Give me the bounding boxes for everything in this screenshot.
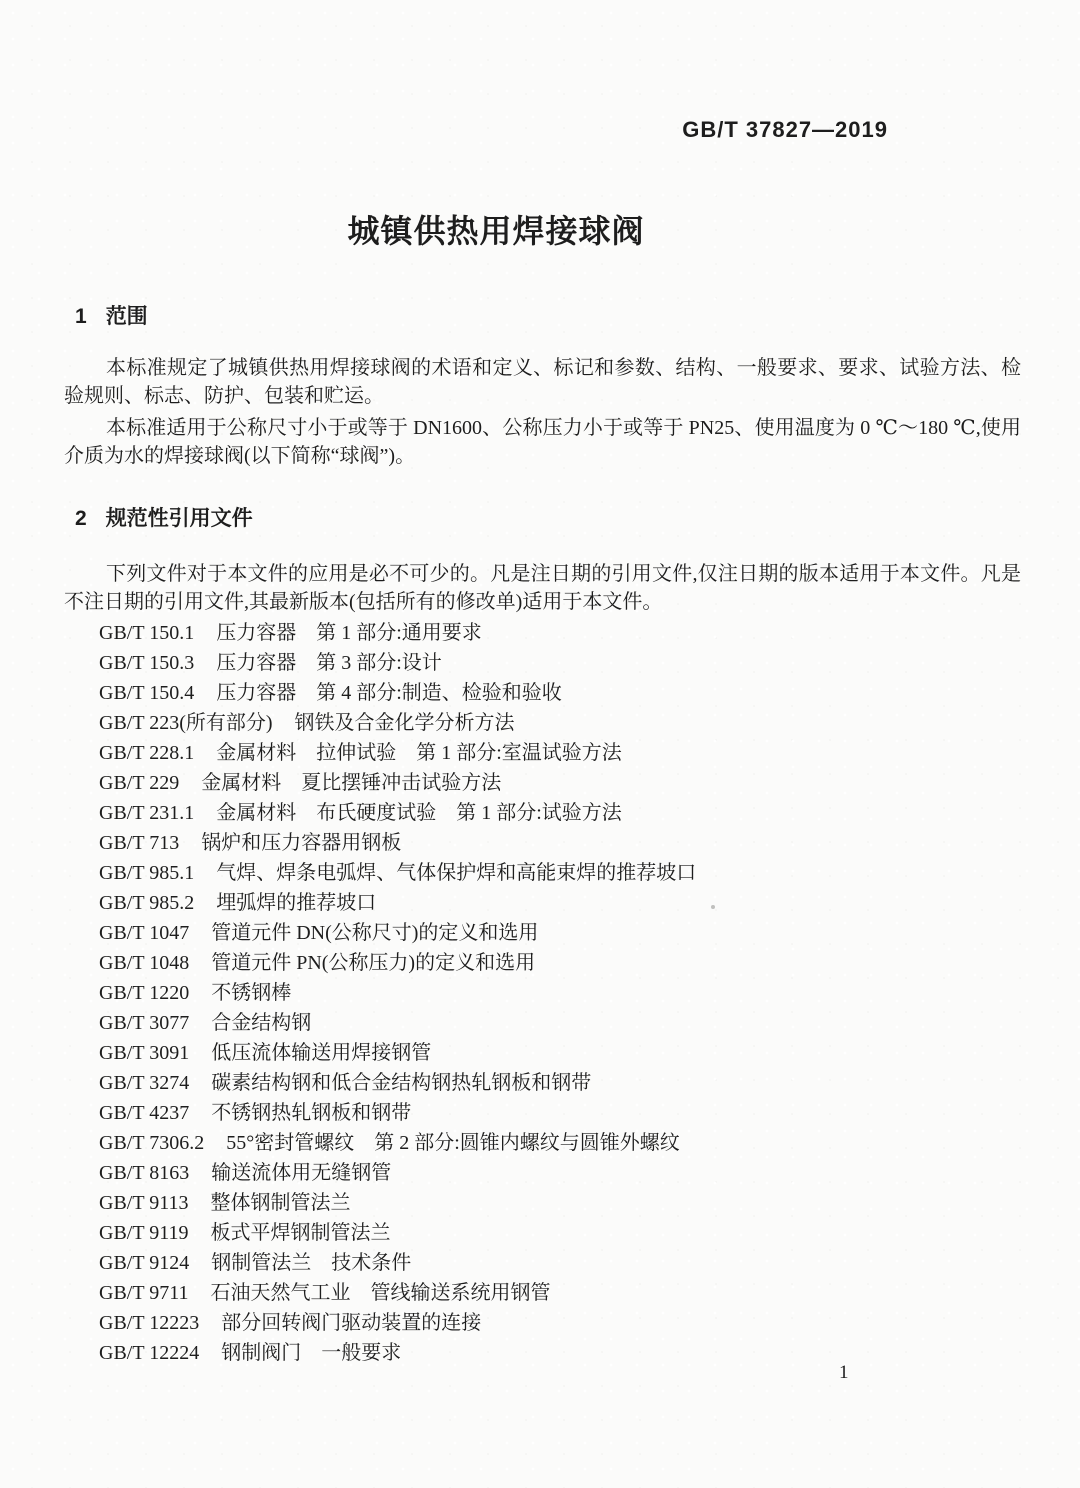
reference-title: 石油天然气工业 管线输送系统用钢管 [210, 1282, 551, 1304]
section-1-title: 范围 [105, 305, 148, 328]
reference-item [99, 918, 696, 948]
reference-item [99, 648, 696, 678]
reference-item [99, 858, 696, 888]
reference-code: GB/T 713 [99, 832, 180, 854]
reference-code: GB/T 9113 [99, 1192, 189, 1214]
reference-code: GB/T 12223 [99, 1312, 200, 1334]
reference-code: GB/T 985.2 [99, 892, 195, 914]
reference-code: GB/T 985.1 [99, 862, 195, 884]
reference-item [99, 828, 696, 858]
reference-code: GB/T 3077 [99, 1012, 190, 1034]
reference-code: GB/T 9124 [99, 1252, 190, 1274]
reference-title: 锅炉和压力容器用钢板 [201, 832, 402, 854]
reference-item [99, 1338, 696, 1368]
reference-title: 金属材料 夏比摆锤冲击试验方法 [201, 772, 502, 794]
reference-item [99, 1068, 696, 1098]
reference-item [99, 738, 696, 768]
reference-item [99, 978, 696, 1008]
reference-title: 碳素结构钢和低合金结构钢热轧钢板和钢带 [211, 1072, 592, 1094]
reference-code: GB/T 8163 [99, 1162, 190, 1184]
reference-title: 钢制管法兰 技术条件 [211, 1252, 412, 1274]
reference-item [99, 1008, 696, 1038]
reference-item [99, 1188, 696, 1218]
reference-item [99, 1128, 696, 1158]
reference-title: 压力容器 第 1 部分:通用要求 [216, 622, 482, 644]
reference-code: GB/T 9711 [99, 1282, 189, 1304]
reference-code: GB/T 7306.2 [99, 1132, 205, 1154]
normative-references-list [99, 618, 696, 1368]
reference-title: 钢铁及合金化学分析方法 [294, 712, 515, 734]
reference-code: GB/T 1220 [99, 982, 190, 1004]
reference-title: 气焊、焊条电弧焊、气体保护焊和高能束焊的推荐坡口 [216, 862, 697, 884]
reference-code: GB/T 150.4 [99, 682, 195, 704]
reference-item [99, 708, 696, 738]
reference-item [99, 798, 696, 828]
reference-title: 板式平焊钢制管法兰 [210, 1222, 391, 1244]
reference-item [99, 1248, 696, 1278]
reference-title: 压力容器 第 3 部分:设计 [216, 652, 442, 674]
reference-title: 低压流体输送用焊接钢管 [211, 1042, 432, 1064]
section-1-heading [75, 300, 148, 330]
reference-title: 不锈钢热轧钢板和钢带 [211, 1102, 412, 1124]
reference-code: GB/T 150.3 [99, 652, 195, 674]
reference-item [99, 948, 696, 978]
reference-title: 压力容器 第 4 部分:制造、检验和验收 [216, 682, 562, 704]
reference-code: GB/T 3274 [99, 1072, 190, 1094]
reference-item [99, 1098, 696, 1128]
section-1-paragraph-2: 本标准适用于公称尺寸小于或等于 DN1600、公称压力小于或等于 PN25、使用温度为 0 ℃～180 ℃,使用介质为水的焊接球阀(以下简称“球阀”)。 [64, 417, 1021, 467]
section-1-number: 1 [75, 305, 87, 328]
reference-item [99, 678, 696, 708]
reference-title: 不锈钢棒 [211, 982, 292, 1004]
reference-item [99, 1158, 696, 1188]
section-2-heading [75, 502, 253, 532]
reference-item [99, 1278, 696, 1308]
page-number: 1 [839, 1362, 849, 1383]
document-title: 城镇供热用焊接球阀 [347, 213, 645, 249]
reference-item [99, 1308, 696, 1338]
reference-code: GB/T 228.1 [99, 742, 195, 764]
reference-title: 管道元件 DN(公称尺寸)的定义和选用 [211, 922, 539, 944]
reference-item [99, 1038, 696, 1068]
reference-title: 合金结构钢 [211, 1012, 312, 1034]
scan-artifact-dot [711, 905, 715, 909]
reference-code: GB/T 12224 [99, 1342, 200, 1364]
reference-code: GB/T 229 [99, 772, 180, 794]
reference-code: GB/T 223(所有部分) [99, 712, 273, 734]
reference-title: 55°密封管螺纹 第 2 部分:圆锥内螺纹与圆锥外螺纹 [226, 1132, 680, 1154]
reference-code: GB/T 231.1 [99, 802, 195, 824]
section-2-number: 2 [75, 507, 87, 530]
reference-title: 管道元件 PN(公称压力)的定义和选用 [211, 952, 536, 974]
reference-item [99, 1218, 696, 1248]
reference-code: GB/T 1048 [99, 952, 190, 974]
section-2-paragraph-1: 下列文件对于本文件的应用是必不可少的。凡是注日期的引用文件,仅注日期的版本适用于本文件。凡是不注日期的引用文件,其最新版本(包括所有的修改单)适用于本文件。 [64, 563, 1021, 613]
reference-code: GB/T 1047 [99, 922, 190, 944]
reference-item [99, 888, 696, 918]
section-1-paragraph-1: 本标准规定了城镇供热用焊接球阀的术语和定义、标记和参数、结构、一般要求、要求、试验方法、检验规则、标志、防护、包装和贮运。 [64, 357, 1021, 407]
reference-title: 输送流体用无缝钢管 [211, 1162, 392, 1184]
reference-title: 埋弧焊的推荐坡口 [216, 892, 377, 914]
reference-item [99, 768, 696, 798]
reference-title: 整体钢制管法兰 [210, 1192, 351, 1214]
reference-code: GB/T 3091 [99, 1042, 190, 1064]
section-2-title: 规范性引用文件 [105, 507, 253, 530]
reference-title: 金属材料 布氏硬度试验 第 1 部分:试验方法 [216, 802, 622, 824]
reference-item [99, 618, 696, 648]
reference-code: GB/T 150.1 [99, 622, 195, 644]
reference-code: GB/T 9119 [99, 1222, 189, 1244]
reference-code: GB/T 4237 [99, 1102, 190, 1124]
reference-title: 钢制阀门 一般要求 [221, 1342, 402, 1364]
reference-title: 金属材料 拉伸试验 第 1 部分:室温试验方法 [216, 742, 622, 764]
standard-code: GB/T 37827—2019 [682, 117, 888, 142]
reference-title: 部分回转阀门驱动装置的连接 [221, 1312, 482, 1334]
